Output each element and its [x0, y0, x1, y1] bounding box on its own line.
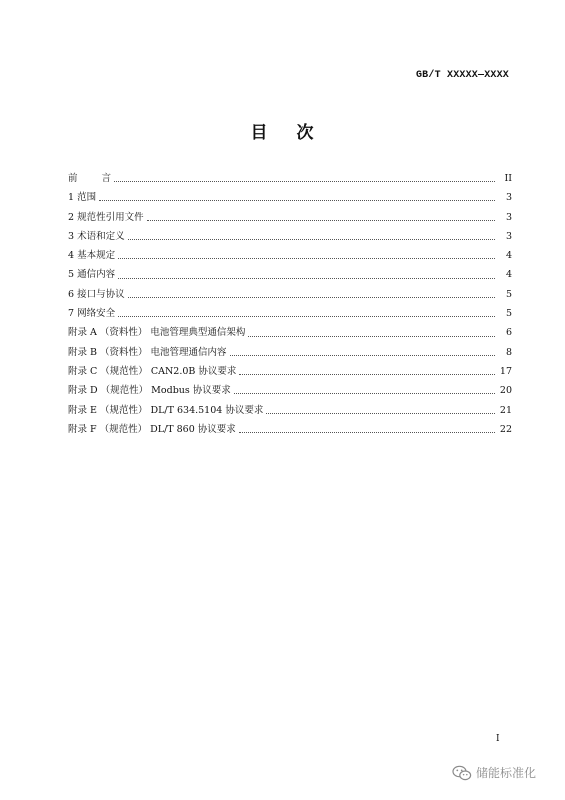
toc-entry-label: 前 言	[68, 173, 112, 184]
toc-entry-label: 7 网络安全	[68, 308, 116, 320]
toc-entry-label: 附录 B （资料性） 电池管理通信内容	[68, 346, 227, 358]
toc-entry-annex-e[interactable]	[68, 401, 512, 420]
toc-entry-6[interactable]	[68, 285, 512, 304]
toc-entry-annex-c[interactable]	[68, 362, 512, 381]
toc-leader-dots	[266, 413, 495, 414]
toc-entry-label: 5 通信内容	[68, 269, 116, 281]
page-number: I	[496, 734, 500, 744]
toc-entry-page: 22	[499, 423, 512, 435]
title-char-2: 次	[296, 123, 315, 143]
toc-entry-page: 4	[505, 250, 512, 262]
page-title	[0, 118, 565, 143]
toc-entry-2[interactable]	[68, 208, 512, 227]
toc-entry-label: 3 术语和定义	[68, 230, 125, 242]
toc-entry-label: 6 接口与协议	[68, 288, 125, 300]
toc-leader-dots	[147, 220, 495, 221]
toc-leader-dots	[114, 181, 495, 182]
toc-entry-page: 3	[505, 211, 512, 223]
toc-entry-foreword[interactable]	[68, 169, 512, 188]
toc-leader-dots	[118, 316, 495, 317]
toc-leader-dots	[118, 258, 495, 259]
toc-entry-1[interactable]	[68, 188, 512, 207]
toc-entry-page: 21	[499, 404, 512, 416]
toc-entry-page: 4	[505, 269, 512, 281]
toc-entry-page: II	[504, 173, 512, 184]
wechat-icon	[452, 765, 472, 781]
toc-leader-dots	[248, 336, 495, 337]
toc-entry-page: 8	[505, 346, 512, 358]
toc-entry-page: 3	[505, 230, 512, 242]
watermark-text: 储能标准化	[476, 766, 537, 780]
toc-leader-dots	[99, 200, 495, 201]
toc-entry-page: 6	[505, 327, 512, 339]
toc-entry-page: 3	[505, 192, 512, 204]
toc-entry-5[interactable]	[68, 265, 512, 284]
toc-leader-dots	[128, 239, 495, 240]
table-of-contents	[68, 169, 512, 439]
toc-entry-7[interactable]	[68, 304, 512, 323]
toc-entry-page: 5	[505, 288, 512, 300]
toc-leader-dots	[239, 374, 495, 375]
toc-entry-label: 附录 E （规范性） DL/T 634.5104 协议要求	[68, 404, 264, 416]
toc-entry-label: 附录 A （资料性） 电池管理典型通信架构	[68, 327, 246, 339]
toc-entry-4[interactable]	[68, 246, 512, 265]
toc-entry-page: 17	[499, 365, 512, 377]
toc-leader-dots	[118, 278, 495, 279]
toc-entry-page: 20	[499, 385, 512, 397]
toc-entry-label: 2 规范性引用文件	[68, 211, 144, 223]
toc-leader-dots	[128, 297, 495, 298]
toc-leader-dots	[230, 355, 495, 356]
toc-entry-annex-a[interactable]	[68, 323, 512, 342]
toc-entry-label: 附录 C （规范性） CAN2.0B 协议要求	[68, 365, 237, 377]
toc-leader-dots	[239, 432, 495, 433]
toc-entry-label: 附录 F （规范性） DL/T 860 协议要求	[68, 423, 236, 435]
toc-entry-page: 5	[505, 308, 512, 320]
toc-leader-dots	[234, 393, 495, 394]
toc-entry-annex-f[interactable]	[68, 420, 512, 439]
toc-entry-annex-b[interactable]	[68, 343, 512, 362]
toc-entry-annex-d[interactable]	[68, 381, 512, 400]
watermark	[452, 764, 536, 781]
toc-entry-label: 1 范围	[68, 192, 97, 204]
toc-entry-label: 4 基本规定	[68, 250, 116, 262]
standard-number: GB/T XXXXX—XXXX	[415, 70, 509, 81]
toc-entry-label: 附录 D （规范性） Modbus 协议要求	[68, 385, 231, 397]
title-char-1: 目	[250, 123, 269, 143]
toc-entry-3[interactable]	[68, 227, 512, 246]
